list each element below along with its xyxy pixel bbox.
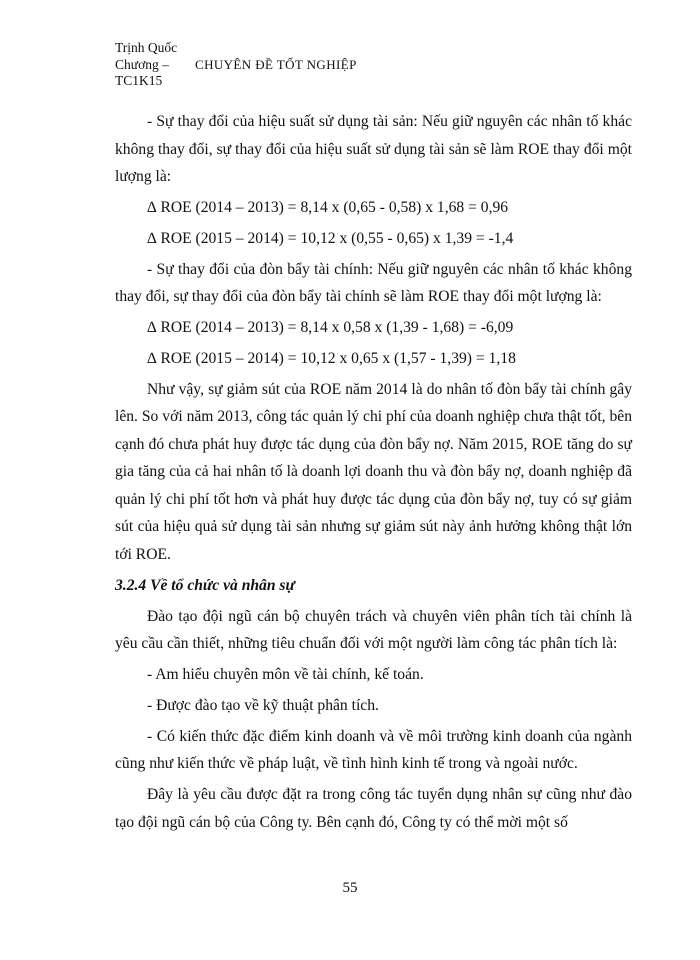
paragraph-recruitment: Đây là yêu cầu được đặt ra trong công tác tuyển dụng nhân sự cũng như đào tạo đội ngũ cán bộ của Công ty. Bên cạnh đó, Công ty có thể mời một số <box>115 786 632 831</box>
formula-line: ∆ ROE (2015 – 2014) = 10,12 x (0,55 - 0,65) x 1,39 = -1,4 <box>147 229 514 247</box>
document-body <box>115 108 632 840</box>
header-author <box>115 40 177 90</box>
list-item: - Có kiến thức đặc điểm kinh doanh và về môi trường kinh doanh của ngành cũng như kiến thức về pháp luật, về tình hình kinh tế trong và ngoài nước. <box>115 727 632 773</box>
page-number: 55 <box>342 880 358 896</box>
formula-line: ∆ ROE (2014 – 2013) = 8,14 x 0,58 x (1,39 - 1,68) = -6,09 <box>147 319 514 337</box>
header-author-line: Chương – <box>115 56 169 72</box>
formula-line: ∆ ROE (2015 – 2014) = 10,12 x 0,65 x (1,57 - 1,39) = 1,18 <box>147 349 516 367</box>
header-author-line: TC1K15 <box>115 73 163 88</box>
section-heading: 3.2.4 Về tổ chức và nhân sự <box>115 576 295 594</box>
page-header <box>115 40 357 90</box>
formula-line: ∆ ROE (2014 – 2013) = 8,14 x (0,65 - 0,58) x 1,68 = 0,96 <box>147 198 509 216</box>
header-title: CHUYÊN ĐỀ TỐT NGHIỆP <box>195 57 357 72</box>
paragraph-asset-turnover: - Sự thay đổi của hiệu suất sử dụng tài sản: Nếu giữ nguyên các nhân tố khác không thay đổi, sự thay đổi của hiệu suất sử dụng tài sản sẽ làm ROE thay đổi một lượng là: <box>115 113 632 185</box>
paragraph-financial-leverage: - Sự thay đổi của đòn bẩy tài chính: Nếu giữ nguyên các nhân tố khác không thay đổi, sự thay đổi của đòn bẩy tài chính sẽ làm ROE thay đổi một lượng là: <box>115 260 632 306</box>
list-item: - Được đào tạo về kỹ thuật phân tích. <box>147 696 379 714</box>
paragraph-conclusion: Như vậy, sự giảm sút của ROE năm 2014 là do nhân tố đòn bẩy tài chính gây lên. So với năm 2013, công tác quản lý chi phí của doanh nghiệp chưa thật tốt, bên cạnh đó chưa phát huy được tác dụng của đòn bẩy nợ. Năm 2015, ROE tăng do sự gia tăng của cả hai nhân tố là doanh lợi doanh thu và đòn bẩy nợ, doanh nghiệp đã quản lý chi phí tốt hơn và phát huy được tác dụng của đòn bẩy nợ, tuy có sự giảm sút của hiệu quả sử dụng tài sản nhưng sự giảm sút này ảnh hưởng không thật lớn tới ROE. <box>115 380 632 563</box>
paragraph-training: Đào tạo đội ngũ cán bộ chuyên trách và chuyên viên phân tích tài chính là yêu cầu cần thiết, những tiêu chuẩn đối với một người làm công tác phân tích là: <box>115 607 632 653</box>
header-author-line: Trịnh Quốc <box>115 40 178 55</box>
list-item: - Am hiểu chuyên môn về tài chính, kế toán. <box>147 666 424 684</box>
